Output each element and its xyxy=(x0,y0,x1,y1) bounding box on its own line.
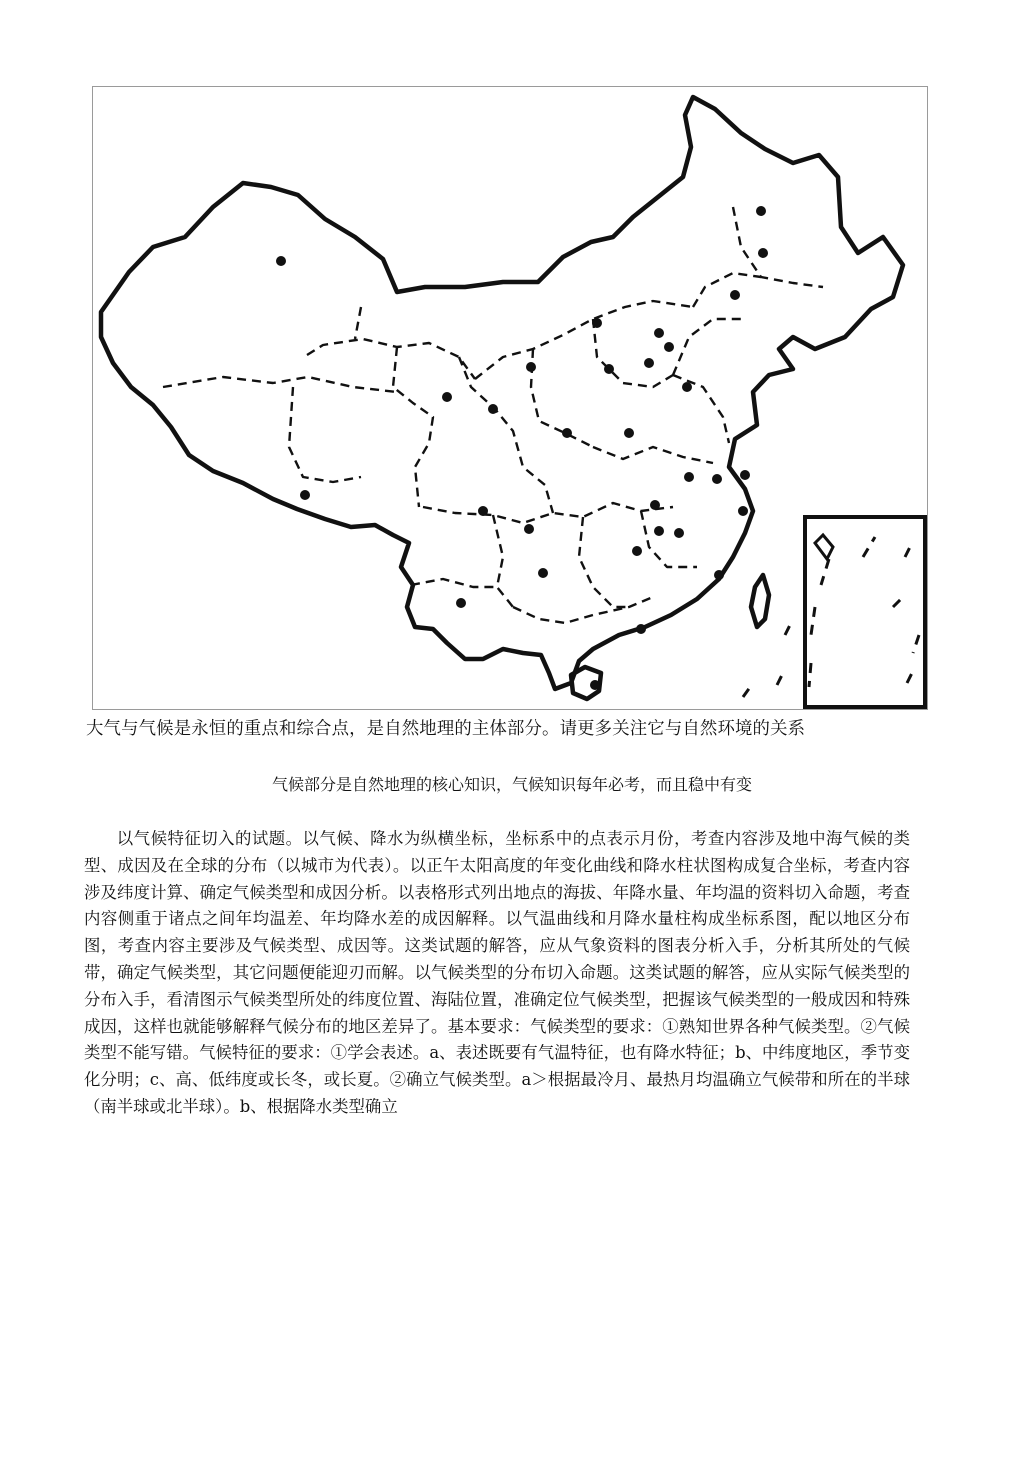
figure-caption: 大气与气候是永恒的重点和综合点，是自然地理的主体部分。请更多关注它与自然环境的关系 xyxy=(86,719,806,739)
city-markers xyxy=(276,206,768,690)
section-subtitle: 气候部分是自然地理的核心知识，气候知识每年必考，而且稳中有变 xyxy=(271,775,752,794)
national-border xyxy=(101,97,903,689)
south-china-sea-inset xyxy=(743,517,925,707)
body-paragraph: 以气候特征切入的试题。以气候、降水为纵横坐标，坐标系中的点表示月份，考查内容涉及地中海气候的类型、成因及在全球的分布（以城市为代表）。以正午太阳高度的年变化曲线和降水柱状图构成复合坐标，考查内容涉及纬度计算、确定气候类型和成因分析。以表格形式列出地点的海拔、年降水量、年均温的资料切入命题，考查内容侧重于诸点之间年均温差、年均降水差的成因解释。以气温曲线和月降水量柱构成坐标系图，配以地区分布图，考查内容主要涉及气候类型、成因等。这类试题的解答，应从气象资料的图表分析入手，分析其所处的气候带，确定气候类型，其它问题便能迎刃而解。以气候类型的分布切入命题。这类试题的解答，应从实际气候类型的分布入手，看清图示气候类型所处的纬度位置、海陆位置，准确定位气候类型，把握该气候类型的一般成因和特殊成因，这样也就能够解释气候分布的地区差异了。基本要求：气候类型的要求：①熟知世界各种气候类型。②气候类型不能写错。气候特征的要求：①学会表述。a、表述既要有气温特征，也有降水特征；b、中纬度地区，季节变化分明；c、高、低纬度或长冬，或长夏。②确立气候类型。a＞根据最冷月、最热月均温确立气候带和所在的半球（南半球或北半球）。b、根据降水类型确立 xyxy=(84,829,910,1116)
taiwan-outline xyxy=(751,575,769,627)
china-map-figure xyxy=(92,86,928,710)
china-map-outline xyxy=(93,87,927,709)
body-paragraph-container xyxy=(84,826,910,1121)
